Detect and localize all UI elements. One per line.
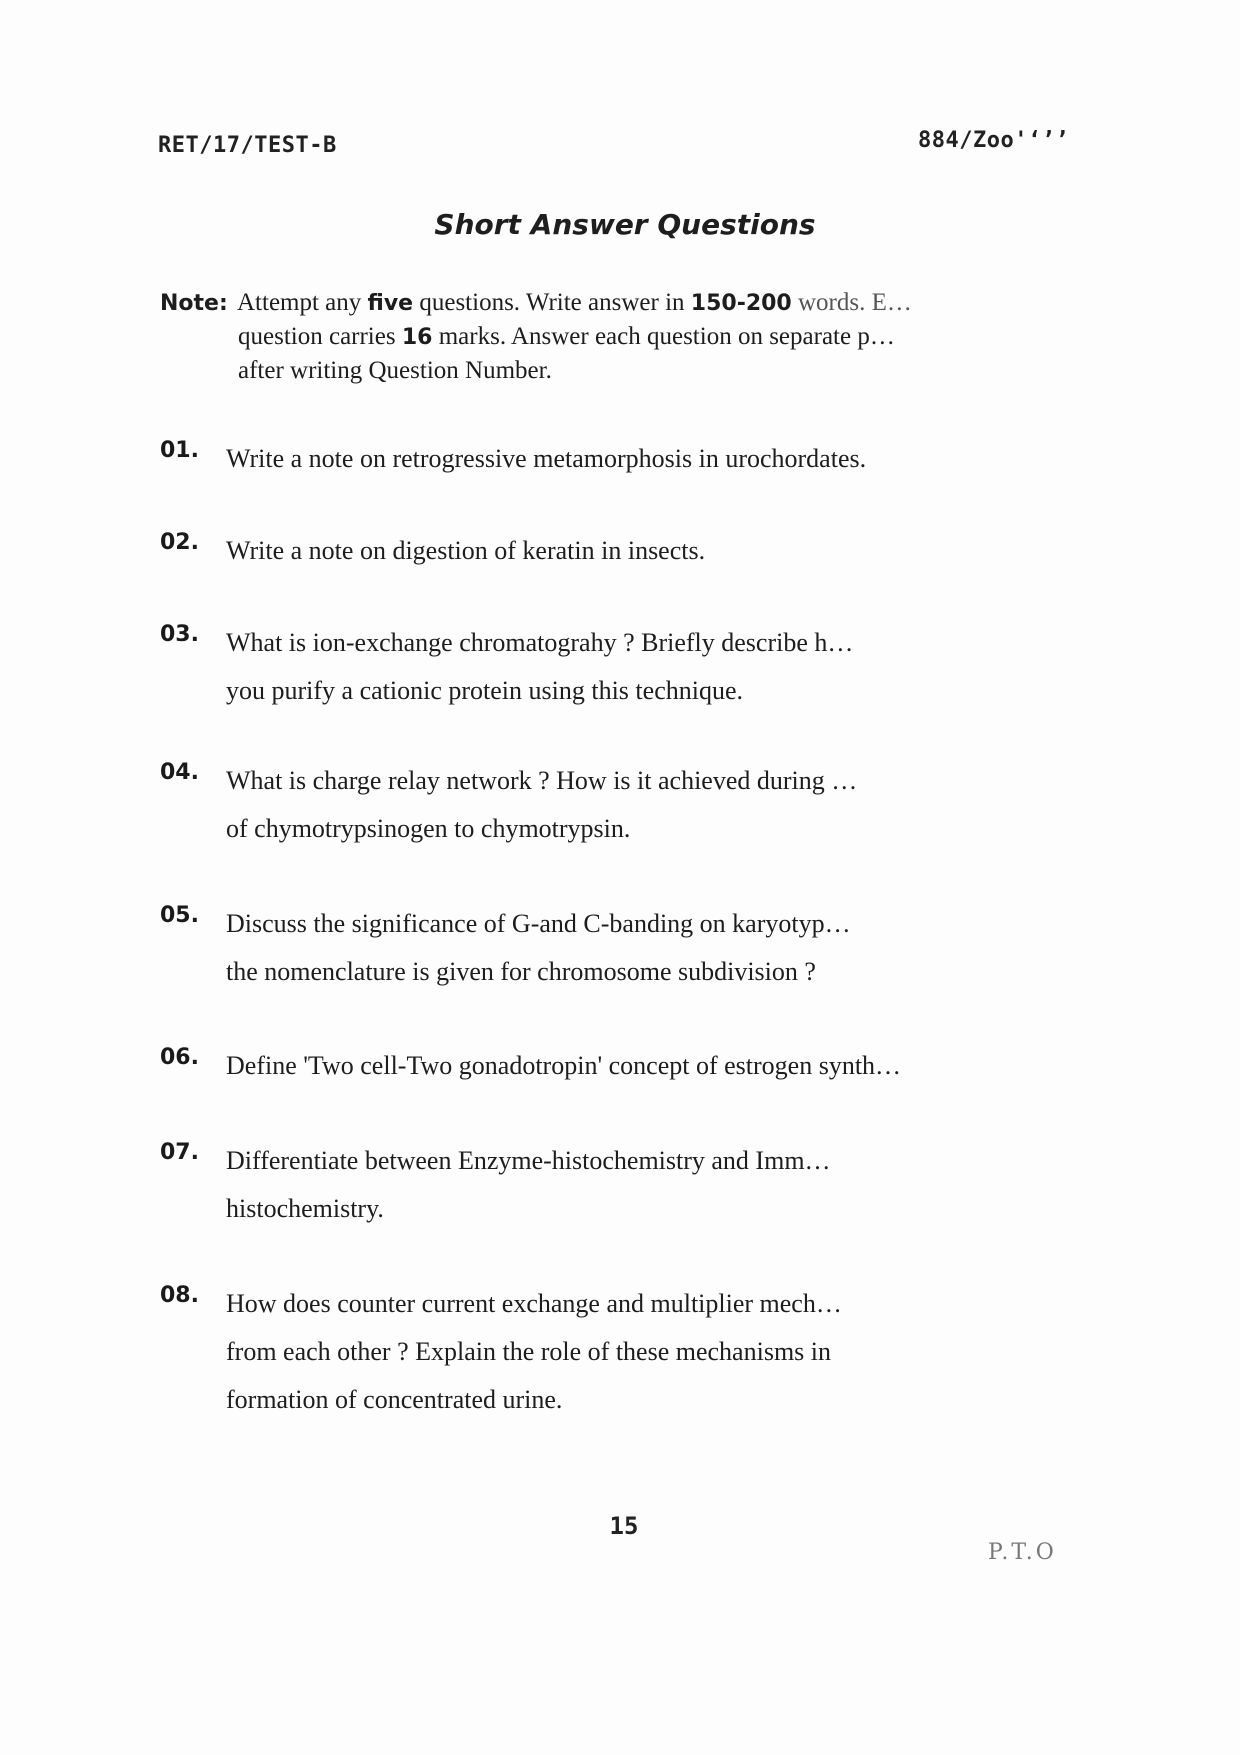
subject-code-header: 884/Zoo'‘’’ — [918, 128, 1070, 153]
test-code-header: RET/17/TEST-B — [158, 133, 337, 158]
note-line-1 — [237, 286, 1078, 320]
question-text: Differentiate between Enzyme-histochemistry and Imm… histochemistry. — [226, 1146, 831, 1223]
question-number: 01. — [160, 438, 199, 463]
question-text: Define 'Two cell-Two gonadotropin' concept of estrogen synth… — [226, 1051, 902, 1080]
question-number: 05. — [160, 903, 199, 928]
question-number: 07. — [160, 1140, 199, 1165]
note-line-2 — [238, 320, 1078, 354]
note-text: question carries — [238, 323, 396, 350]
question-number: 02. — [160, 530, 199, 555]
question-number: 04. — [160, 760, 199, 785]
note-line-3: after writing Question Number. — [238, 357, 552, 384]
page-number: 15 — [609, 1512, 639, 1540]
note-label: Note: — [160, 291, 228, 316]
note-text: questions. Write answer in — [419, 289, 685, 316]
question-text: What is charge relay network ? How is it achieved during … of chymotrypsinogen to chymotrypsin. — [226, 766, 858, 843]
note-text: words. E… — [798, 289, 912, 316]
question-number: 03. — [160, 622, 199, 647]
question-text: Write a note on digestion of keratin in insects. — [226, 536, 706, 565]
question-number: 06. — [160, 1045, 199, 1070]
note-bold-count: five — [367, 291, 414, 316]
note-bold-words: 150-200 — [690, 291, 792, 316]
question-text: Write a note on retrogressive metamorphosis in urochordates. — [226, 444, 867, 473]
note-text: Attempt any — [237, 289, 362, 316]
instructions-note — [160, 286, 1080, 384]
question-text: Discuss the significance of G-and C-banding on karyotyp… the nomenclature is given for chromosome subdivision ? — [226, 909, 851, 986]
note-bold-marks: 16 — [401, 325, 433, 350]
question-text: How does counter current exchange and multiplier mech… from each other ? Explain the role of these mechanisms in formation of concentrated urine. — [226, 1289, 842, 1414]
pto-mark: P.T.O — [988, 1540, 1057, 1565]
question-number: 08. — [160, 1283, 199, 1308]
note-body — [238, 286, 1078, 387]
note-text: marks. Answer each question on separate p… — [438, 323, 895, 350]
question-text: What is ion-exchange chromatograhy ? Briefly describe h… you purify a cationic protein using this technique. — [226, 628, 854, 705]
section-title: Short Answer Questions — [434, 208, 816, 241]
